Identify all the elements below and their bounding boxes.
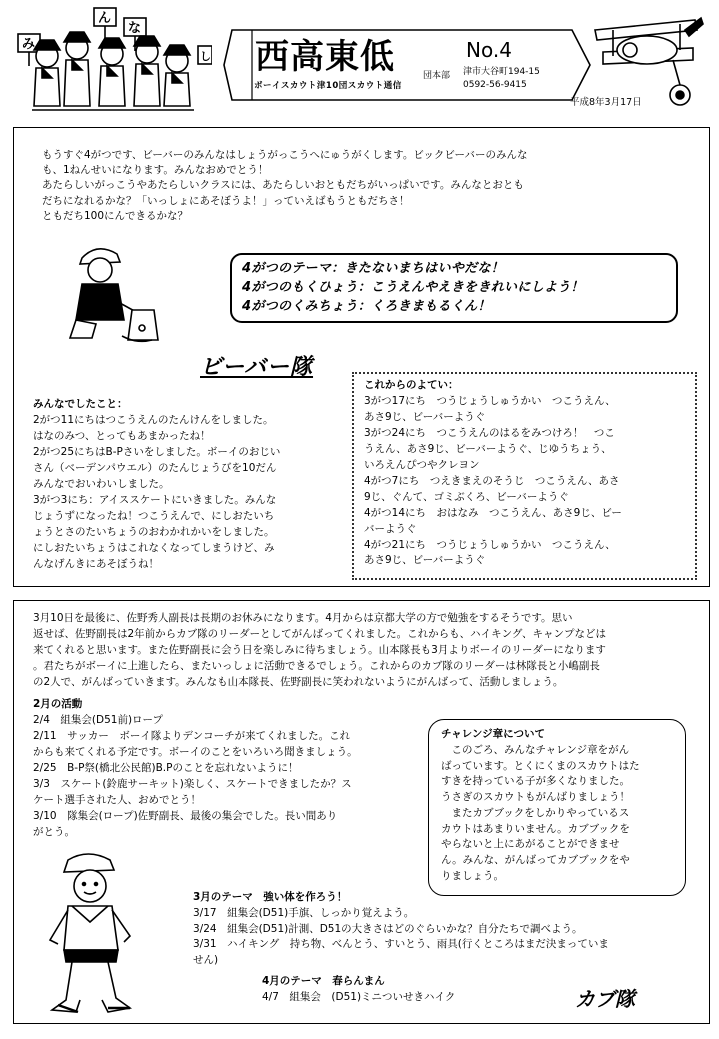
beaver-section-title: ビーバー隊	[200, 355, 314, 380]
schedule-line: あさ9じ、ビーバーようぐ	[364, 410, 486, 423]
activity-line: さん（ベーデンパウエル）のたんじょうびを10だん	[33, 461, 277, 474]
activity-line: 3がつ3にち：アイススケートにいきました。みんな	[33, 493, 277, 506]
schedule-line: 4がつ14にち おはなみ つこうえん、あさ9じ、ビー	[364, 506, 622, 519]
challenge-line: このごろ、みんなチャレンジ章をがん	[441, 743, 630, 756]
schedule-line: 4がつ21にち つうじょうしゅうかい つこうえん、	[364, 538, 616, 551]
kids-sign-2: ん	[98, 11, 112, 26]
challenge-badge-box	[428, 719, 686, 896]
february-line: 2/25 B-P祭(橋北公民館)B.Pのことを忘れないように！	[33, 761, 299, 774]
april-group-leader: 4がつのくみちょう：くろきまもるくん！	[242, 298, 491, 314]
kids-sign-3: な	[128, 21, 142, 36]
schedule-line: いろえんぴつやクレヨン	[364, 458, 480, 471]
beaver-intro	[42, 148, 672, 224]
april-goal: 4がつのもくひょう：こうえんやえきをきれいにしよう！	[242, 279, 584, 295]
challenge-line: すきを持っている子が多くなりました。	[441, 775, 630, 788]
challenge-line: ん。みんな、がんばってカブブックをや	[441, 854, 630, 866]
schedule-line: あさ9じ、ビーバーようぐ	[364, 554, 486, 567]
airplane-illustration	[585, 10, 705, 110]
february-activities	[33, 697, 403, 841]
beaver-schedule	[352, 372, 697, 580]
challenge-line: りましょう。	[441, 869, 504, 882]
schedule-line: 3がつ24にち つこうえんのはるをみつけろ！ つこ	[364, 426, 615, 439]
february-line: 3/3 スケート(鈴鹿サーキット)楽しく、スケートできましたか？ス	[33, 777, 352, 790]
march-line: 3/24 組集会(D51)計測、D51の大きさはどのぐらいかな？自分たちで調べよう。	[193, 922, 583, 935]
cub-intro-line: 3月10日を最後に、佐野秀人副長は長期のお休みになります。4月からは京都大学の方で勉強をするそうです。思い	[33, 612, 573, 624]
april-heading: 4月のテーマ 春らんまん	[262, 975, 385, 987]
february-line: からも来てくれる予定です。ボーイのことをいろいろ聞きましょう。	[33, 745, 358, 758]
march-line: 3/31 ハイキング 持ち物、べんとう、すいとう、雨具(行くところはまだ決まっていま	[193, 938, 609, 951]
issue-number: No.4	[466, 38, 512, 62]
april-line: 4/7 組集会 (D51)ミニついせきハイク	[262, 990, 456, 1003]
issue-date: 平成8年3月17日	[570, 97, 642, 108]
schedule-heading: これからのよてい：	[364, 379, 459, 391]
cub-intro-line: 。君たちがボーイに上進したら、またいっしょに活動できるでしょう。これからのカブ隊のリーダーは林隊長と小嶋副長	[33, 659, 600, 672]
february-line: 2/11 サッカー ボーイ隊よりデンコーチが来てくれました。これ	[33, 729, 351, 742]
beaver-intro-line: だちになれるかな？「いっしょにあそぼうよ！」っていえばもうともだちさ！	[42, 194, 410, 207]
activity-line: はなのみつ、とってもあまかったね！	[33, 429, 211, 442]
activity-line: みんなでおいわいしました。	[33, 477, 170, 490]
cub-intro-line: の2人で、がんばっていきます。みんなも山本隊長、佐野副長に笑われないようにがんばって、活動しましょう。	[33, 675, 564, 688]
challenge-line: うさぎのスカウトもがんばりましょう！	[441, 791, 630, 803]
february-line: 2/4 組集会(D51前)ロープ	[33, 713, 164, 726]
beaver-intro-line: ともだち100にんできるかな？	[42, 209, 189, 222]
activity-line: じょうずになったね！つこうえんで、にしおたいち	[33, 509, 275, 522]
schedule-line: うえん、あさ9じ、ビーバーようぐ、じゆうちょう、	[364, 442, 612, 455]
march-line: せん)	[193, 954, 219, 966]
february-heading: 2月の活動	[33, 698, 83, 710]
cub-intro	[33, 611, 693, 691]
cub-intro-line: 返せば、佐野副長は2年前からカブ隊のリーダーとしてがんばってくれました。これからも、ハイキング、キャンプなどは	[33, 627, 606, 640]
april-theme-box	[230, 253, 678, 323]
schedule-line: 9じ、ぐんて、ゴミぶくろ、ビーバーようぐ	[364, 490, 569, 503]
beaver-intro-line: あたらしいがっこうやあたらしいクラスには、あたらしいおともだちがいっぱいです。みんなとおとも	[42, 179, 524, 192]
newsletter-title: 西高東低	[255, 37, 395, 77]
february-line: がとう。	[33, 825, 75, 838]
phone-number: 0592-56-9415	[463, 80, 527, 90]
beaver-intro-line: もうすぐ4がつです、ビーバーのみんなはしょうがっこうへにゅうがくします。ビックビーバーのみんな	[42, 149, 528, 161]
activity-line: にしおたいちょうはこれなくなってしまうけど、み	[33, 541, 275, 554]
kids-with-signs-illustration	[12, 6, 212, 116]
april-theme	[262, 974, 562, 1006]
february-line: 3/10 隊集会(ロープ)佐野副長、最後の集会でした。長い間あり	[33, 809, 338, 822]
boy-building-sandcastle-illustration	[62, 240, 162, 350]
kids-sign-4: し	[200, 50, 211, 63]
march-theme	[193, 890, 673, 969]
activity-line: 2がつ25にちはB-Pさいをしました。ボーイのおじい	[33, 445, 281, 458]
schedule-line: 3がつ17にち つうじょうしゅうかい つこうえん、	[364, 394, 616, 407]
schedule-line: 4がつ7にち つえきまえのそうじ つこうえん、あさ	[364, 474, 620, 487]
activity-line: ょうとさのたいちょうのおわかれかいをしました。	[33, 525, 275, 538]
activities-heading: みんなでしたこと：	[33, 398, 128, 410]
april-theme: 4がつのテーマ：きたないまちはいやだな！	[242, 261, 505, 276]
cub-intro-line: 来てくれると思います。また佐野副長に会う日を楽しみに待ちましょう。山本隊長も3月よりボーイのリーダーになります	[33, 643, 606, 656]
address: 津市大谷町194-15	[463, 67, 540, 77]
challenge-line: またカブブックをしかりやっているス	[441, 806, 630, 819]
challenge-heading: チャレンジ章について	[441, 728, 545, 740]
org-label: 団本部	[423, 71, 451, 81]
challenge-line: カウトはあまりいません。カブブックを	[441, 822, 630, 835]
activity-line: 2がつ11にちはつこうえんのたんけんをしました。	[33, 413, 274, 426]
activity-line: んなげんきにあそぼうね！	[33, 557, 159, 570]
beaver-activities	[33, 397, 351, 572]
schedule-line: バーようぐ	[364, 522, 417, 535]
newsletter-subtitle: ボーイスカウト津10団スカウト通信	[254, 81, 402, 91]
march-line: 3/17 組集会(D51)手旗、しっかり覚えよう。	[193, 906, 415, 919]
challenge-line: ばっています。とくにくまのスカウトはた	[441, 759, 640, 772]
walking-scout-illustration	[38, 850, 148, 1025]
february-line: ケート選手された人、おめでとう！	[33, 793, 201, 806]
beaver-intro-line: も、1ねんせいになります。みんなおめでとう！	[42, 164, 269, 177]
challenge-line: やらないと上にあがることができませ	[441, 838, 620, 851]
cub-section-title: カブ隊	[575, 987, 635, 1011]
kids-sign-1: み	[22, 37, 36, 52]
march-heading: 3月のテーマ 強い体を作ろう！	[193, 891, 348, 903]
